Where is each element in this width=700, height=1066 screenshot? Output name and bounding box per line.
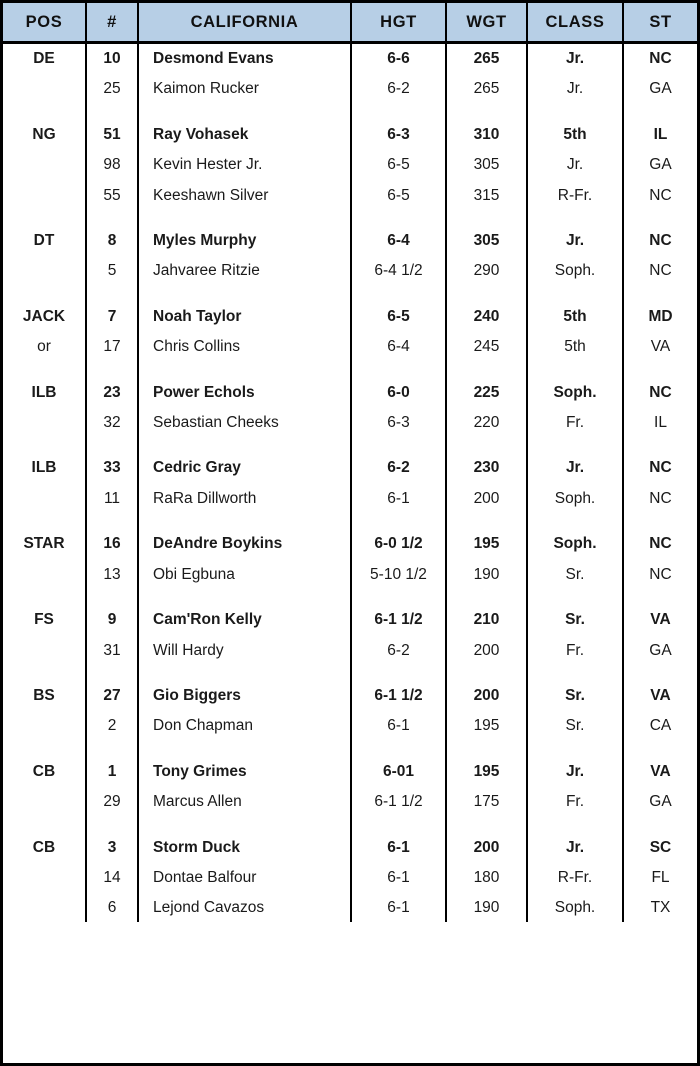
- cell-class: Fr.: [527, 787, 623, 817]
- cell-number: 29: [86, 787, 138, 817]
- separator-cell: [446, 105, 527, 120]
- cell-player-name: Noah Taylor: [138, 302, 351, 332]
- group-separator: [3, 666, 697, 681]
- table-row[interactable]: [3, 863, 697, 893]
- cell-class: Jr.: [527, 74, 623, 104]
- separator-cell: [3, 666, 86, 681]
- header-row: [3, 3, 697, 43]
- separator-cell: [138, 590, 351, 605]
- separator-cell: [351, 666, 446, 681]
- cell-number: 13: [86, 560, 138, 590]
- cell-pos: [3, 181, 86, 211]
- separator-cell: [3, 438, 86, 453]
- cell-class: 5th: [527, 332, 623, 362]
- cell-weight: 200: [446, 681, 527, 711]
- cell-pos: CB: [3, 757, 86, 787]
- cell-pos: [3, 893, 86, 922]
- cell-weight: 200: [446, 833, 527, 863]
- separator-cell: [351, 742, 446, 757]
- cell-weight: 180: [446, 863, 527, 893]
- table-row[interactable]: [3, 893, 697, 922]
- cell-player-name: Cam'Ron Kelly: [138, 605, 351, 635]
- cell-height: 6-1: [351, 863, 446, 893]
- table-row[interactable]: [3, 181, 697, 211]
- table-row[interactable]: [3, 787, 697, 817]
- cell-player-name: Jahvaree Ritzie: [138, 256, 351, 286]
- column-header-height: HGT: [351, 3, 446, 43]
- table-row[interactable]: [3, 453, 697, 483]
- cell-player-name: Obi Egbuna: [138, 560, 351, 590]
- separator-cell: [138, 666, 351, 681]
- cell-number: 55: [86, 181, 138, 211]
- separator-cell: [86, 363, 138, 378]
- cell-player-name: Power Echols: [138, 378, 351, 408]
- separator-cell: [527, 590, 623, 605]
- separator-cell: [351, 438, 446, 453]
- cell-height: 6-1 1/2: [351, 605, 446, 635]
- table-row[interactable]: [3, 150, 697, 180]
- cell-number: 14: [86, 863, 138, 893]
- separator-cell: [351, 514, 446, 529]
- separator-cell: [446, 287, 527, 302]
- table-row[interactable]: [3, 378, 697, 408]
- cell-number: 8: [86, 226, 138, 256]
- cell-class: Sr.: [527, 560, 623, 590]
- table-row[interactable]: [3, 681, 697, 711]
- separator-cell: [138, 211, 351, 226]
- cell-weight: 195: [446, 529, 527, 559]
- cell-state: NC: [649, 383, 672, 401]
- separator-cell: [3, 818, 86, 833]
- cell-state: SC: [649, 838, 672, 856]
- separator-cell: [3, 287, 86, 302]
- cell-player-name: Chris Collins: [138, 332, 351, 362]
- cell-number: 1: [86, 757, 138, 787]
- table-row[interactable]: [3, 605, 697, 635]
- group-separator: [3, 363, 697, 378]
- cell-player-name: Don Chapman: [138, 711, 351, 741]
- separator-cell: [446, 742, 527, 757]
- cell-number: 6: [86, 893, 138, 922]
- cell-player-name: Will Hardy: [138, 636, 351, 666]
- cell-class: R-Fr.: [527, 863, 623, 893]
- separator-cell: [446, 438, 527, 453]
- cell-player-name: Myles Murphy: [138, 226, 351, 256]
- column-header-class: CLASS: [527, 3, 623, 43]
- cell-pos: JACK: [3, 302, 86, 332]
- separator-cell: [527, 287, 623, 302]
- cell-class: Jr.: [527, 453, 623, 483]
- cell-state: GA: [649, 156, 672, 174]
- cell-player-name: Desmond Evans: [138, 43, 351, 75]
- cell-number: 98: [86, 150, 138, 180]
- cell-height: 6-0: [351, 378, 446, 408]
- cell-number: 32: [86, 408, 138, 438]
- cell-number: 17: [86, 332, 138, 362]
- cell-pos: [3, 408, 86, 438]
- group-separator: [3, 438, 697, 453]
- cell-weight: 240: [446, 302, 527, 332]
- separator-cell: [527, 105, 623, 120]
- separator-cell: [86, 438, 138, 453]
- separator-cell: [446, 666, 527, 681]
- cell-pos: [3, 74, 86, 104]
- column-header-team: CALIFORNIA: [138, 3, 351, 43]
- cell-pos: [3, 711, 86, 741]
- cell-state: NC: [649, 489, 672, 507]
- cell-state: IL: [654, 414, 667, 432]
- cell-height: 6-3: [351, 120, 446, 150]
- column-header-weight: WGT: [446, 3, 527, 43]
- cell-weight: 200: [446, 636, 527, 666]
- table-header: [3, 3, 697, 43]
- separator-cell: [86, 818, 138, 833]
- cell-player-name: Keeshawn Silver: [138, 181, 351, 211]
- separator-cell: [86, 742, 138, 757]
- cell-class: R-Fr.: [527, 181, 623, 211]
- group-separator: [3, 818, 697, 833]
- cell-height: 6-2: [351, 74, 446, 104]
- separator-cell: [86, 666, 138, 681]
- separator-cell: [138, 105, 351, 120]
- cell-state: CA: [649, 717, 672, 735]
- cell-height: 6-4 1/2: [351, 256, 446, 286]
- cell-height: 6-4: [351, 332, 446, 362]
- separator-cell: [623, 211, 697, 226]
- table-row[interactable]: [3, 256, 697, 286]
- group-separator: [3, 514, 697, 529]
- separator-cell: [3, 590, 86, 605]
- separator-cell: [351, 105, 446, 120]
- cell-pos: [3, 256, 86, 286]
- cell-pos: [3, 484, 86, 514]
- table-row[interactable]: [3, 636, 697, 666]
- group-separator: [3, 742, 697, 757]
- cell-player-name: Tony Grimes: [138, 757, 351, 787]
- table-row[interactable]: [3, 757, 697, 787]
- separator-cell: [623, 742, 697, 757]
- cell-height: 6-5: [351, 302, 446, 332]
- separator-cell: [623, 590, 697, 605]
- cell-class: Jr.: [527, 226, 623, 256]
- table-row[interactable]: [3, 74, 697, 104]
- cell-player-name: Cedric Gray: [138, 453, 351, 483]
- cell-class: Jr.: [527, 757, 623, 787]
- cell-pos: FS: [3, 605, 86, 635]
- separator-cell: [527, 818, 623, 833]
- separator-cell: [86, 105, 138, 120]
- group-separator: [3, 287, 697, 302]
- cell-weight: 210: [446, 605, 527, 635]
- cell-height: 6-6: [351, 43, 446, 75]
- cell-number: 23: [86, 378, 138, 408]
- separator-cell: [86, 590, 138, 605]
- cell-number: 25: [86, 74, 138, 104]
- separator-cell: [351, 590, 446, 605]
- separator-cell: [623, 105, 697, 120]
- cell-state: NC: [649, 565, 672, 583]
- cell-class: Sr.: [527, 711, 623, 741]
- column-header-pos: POS: [3, 3, 86, 43]
- cell-height: 6-2: [351, 636, 446, 666]
- group-separator: [3, 590, 697, 605]
- cell-number: 10: [86, 43, 138, 75]
- cell-class: 5th: [527, 120, 623, 150]
- depth-chart-table: [3, 3, 697, 922]
- cell-state: NC: [649, 50, 672, 67]
- table-row[interactable]: [3, 484, 697, 514]
- column-header-number: #: [86, 3, 138, 43]
- cell-number: 16: [86, 529, 138, 559]
- cell-number: 5: [86, 256, 138, 286]
- group-separator: [3, 211, 697, 226]
- separator-cell: [623, 287, 697, 302]
- cell-pos: DE: [3, 43, 86, 75]
- separator-cell: [527, 363, 623, 378]
- cell-height: 6-5: [351, 150, 446, 180]
- cell-player-name: Marcus Allen: [138, 787, 351, 817]
- cell-state: FL: [651, 868, 670, 886]
- cell-player-name: RaRa Dillworth: [138, 484, 351, 514]
- cell-number: 2: [86, 711, 138, 741]
- cell-player-name: Dontae Balfour: [138, 863, 351, 893]
- cell-state: GA: [649, 80, 672, 98]
- separator-cell: [527, 742, 623, 757]
- cell-player-name: Kevin Hester Jr.: [138, 150, 351, 180]
- cell-state: IL: [653, 125, 668, 143]
- separator-cell: [351, 287, 446, 302]
- cell-weight: 230: [446, 453, 527, 483]
- separator-cell: [351, 211, 446, 226]
- cell-weight: 220: [446, 408, 527, 438]
- cell-weight: 305: [446, 150, 527, 180]
- cell-class: Jr.: [527, 833, 623, 863]
- cell-state: MD: [648, 307, 673, 325]
- cell-class: Fr.: [527, 636, 623, 666]
- cell-state: NC: [649, 459, 672, 477]
- table-row[interactable]: [3, 302, 697, 332]
- separator-cell: [446, 590, 527, 605]
- separator-cell: [527, 666, 623, 681]
- separator-cell: [3, 211, 86, 226]
- cell-weight: 245: [446, 332, 527, 362]
- cell-number: 33: [86, 453, 138, 483]
- cell-pos: ILB: [3, 378, 86, 408]
- cell-state: VA: [650, 611, 671, 629]
- separator-cell: [623, 514, 697, 529]
- cell-pos: [3, 636, 86, 666]
- cell-weight: 310: [446, 120, 527, 150]
- separator-cell: [446, 818, 527, 833]
- table-row[interactable]: [3, 711, 697, 741]
- separator-cell: [86, 211, 138, 226]
- cell-pos: [3, 560, 86, 590]
- cell-state: GA: [649, 641, 672, 659]
- cell-weight: 175: [446, 787, 527, 817]
- cell-height: 6-1: [351, 711, 446, 741]
- separator-cell: [86, 514, 138, 529]
- cell-class: Jr.: [527, 150, 623, 180]
- cell-number: 7: [86, 302, 138, 332]
- cell-pos: or: [3, 332, 86, 362]
- cell-player-name: Kaimon Rucker: [138, 74, 351, 104]
- cell-number: 51: [86, 120, 138, 150]
- cell-number: 27: [86, 681, 138, 711]
- cell-weight: 305: [446, 226, 527, 256]
- separator-cell: [446, 211, 527, 226]
- group-separator: [3, 105, 697, 120]
- cell-height: 6-4: [351, 226, 446, 256]
- cell-pos: DT: [3, 226, 86, 256]
- cell-class: Soph.: [527, 893, 623, 922]
- separator-cell: [138, 818, 351, 833]
- cell-weight: 195: [446, 757, 527, 787]
- cell-class: 5th: [527, 302, 623, 332]
- cell-pos: BS: [3, 681, 86, 711]
- cell-weight: 190: [446, 560, 527, 590]
- table-row[interactable]: [3, 560, 697, 590]
- cell-pos: [3, 787, 86, 817]
- cell-height: 6-1: [351, 893, 446, 922]
- cell-weight: 265: [446, 43, 527, 75]
- cell-height: 6-1: [351, 833, 446, 863]
- cell-weight: 290: [446, 256, 527, 286]
- cell-state: NC: [649, 262, 672, 280]
- cell-state: GA: [649, 793, 672, 811]
- cell-pos: [3, 150, 86, 180]
- separator-cell: [527, 514, 623, 529]
- cell-number: 9: [86, 605, 138, 635]
- cell-height: 6-3: [351, 408, 446, 438]
- cell-weight: 190: [446, 893, 527, 922]
- column-header-state: ST: [623, 3, 697, 43]
- cell-height: 6-01: [351, 757, 446, 787]
- separator-cell: [3, 514, 86, 529]
- cell-number: 11: [86, 484, 138, 514]
- cell-height: 6-5: [351, 181, 446, 211]
- cell-weight: 195: [446, 711, 527, 741]
- cell-class: Jr.: [527, 43, 623, 75]
- separator-cell: [138, 514, 351, 529]
- cell-class: Soph.: [527, 484, 623, 514]
- separator-cell: [3, 105, 86, 120]
- separator-cell: [3, 363, 86, 378]
- cell-weight: 200: [446, 484, 527, 514]
- separator-cell: [623, 818, 697, 833]
- cell-state: VA: [650, 338, 671, 356]
- cell-pos: NG: [3, 120, 86, 150]
- cell-player-name: Storm Duck: [138, 833, 351, 863]
- cell-class: Soph.: [527, 378, 623, 408]
- cell-class: Soph.: [527, 256, 623, 286]
- cell-state: TX: [650, 899, 671, 917]
- table-body: [3, 43, 697, 923]
- separator-cell: [527, 438, 623, 453]
- table-row[interactable]: [3, 833, 697, 863]
- cell-pos: [3, 863, 86, 893]
- cell-class: Sr.: [527, 605, 623, 635]
- cell-height: 6-1: [351, 484, 446, 514]
- cell-player-name: Ray Vohasek: [138, 120, 351, 150]
- cell-height: 6-0 1/2: [351, 529, 446, 559]
- separator-cell: [527, 211, 623, 226]
- cell-player-name: Gio Biggers: [138, 681, 351, 711]
- separator-cell: [623, 666, 697, 681]
- cell-pos: CB: [3, 833, 86, 863]
- cell-number: 31: [86, 636, 138, 666]
- cell-height: 5-10 1/2: [351, 560, 446, 590]
- cell-weight: 265: [446, 74, 527, 104]
- separator-cell: [138, 742, 351, 757]
- cell-class: Fr.: [527, 408, 623, 438]
- cell-state: VA: [650, 762, 671, 780]
- table-row[interactable]: [3, 226, 697, 256]
- cell-state: NC: [649, 186, 672, 204]
- cell-number: 3: [86, 833, 138, 863]
- separator-cell: [446, 514, 527, 529]
- table-row[interactable]: [3, 332, 697, 362]
- table-row[interactable]: [3, 529, 697, 559]
- cell-class: Soph.: [527, 529, 623, 559]
- cell-height: 6-2: [351, 453, 446, 483]
- cell-weight: 225: [446, 378, 527, 408]
- cell-state: NC: [649, 232, 672, 250]
- separator-cell: [446, 363, 527, 378]
- separator-cell: [138, 363, 351, 378]
- cell-state: NC: [649, 535, 672, 553]
- cell-weight: 315: [446, 181, 527, 211]
- cell-height: 6-1 1/2: [351, 681, 446, 711]
- cell-pos: STAR: [3, 529, 86, 559]
- cell-class: Sr.: [527, 681, 623, 711]
- separator-cell: [623, 363, 697, 378]
- separator-cell: [623, 438, 697, 453]
- cell-player-name: Lejond Cavazos: [138, 893, 351, 922]
- cell-pos: ILB: [3, 453, 86, 483]
- separator-cell: [138, 438, 351, 453]
- separator-cell: [351, 818, 446, 833]
- cell-player-name: Sebastian Cheeks: [138, 408, 351, 438]
- table-row[interactable]: [3, 408, 697, 438]
- table-row[interactable]: [3, 43, 697, 75]
- separator-cell: [3, 742, 86, 757]
- table-row[interactable]: [3, 120, 697, 150]
- cell-player-name: DeAndre Boykins: [138, 529, 351, 559]
- separator-cell: [351, 363, 446, 378]
- cell-height: 6-1 1/2: [351, 787, 446, 817]
- separator-cell: [86, 287, 138, 302]
- cell-state: VA: [650, 686, 671, 704]
- separator-cell: [138, 287, 351, 302]
